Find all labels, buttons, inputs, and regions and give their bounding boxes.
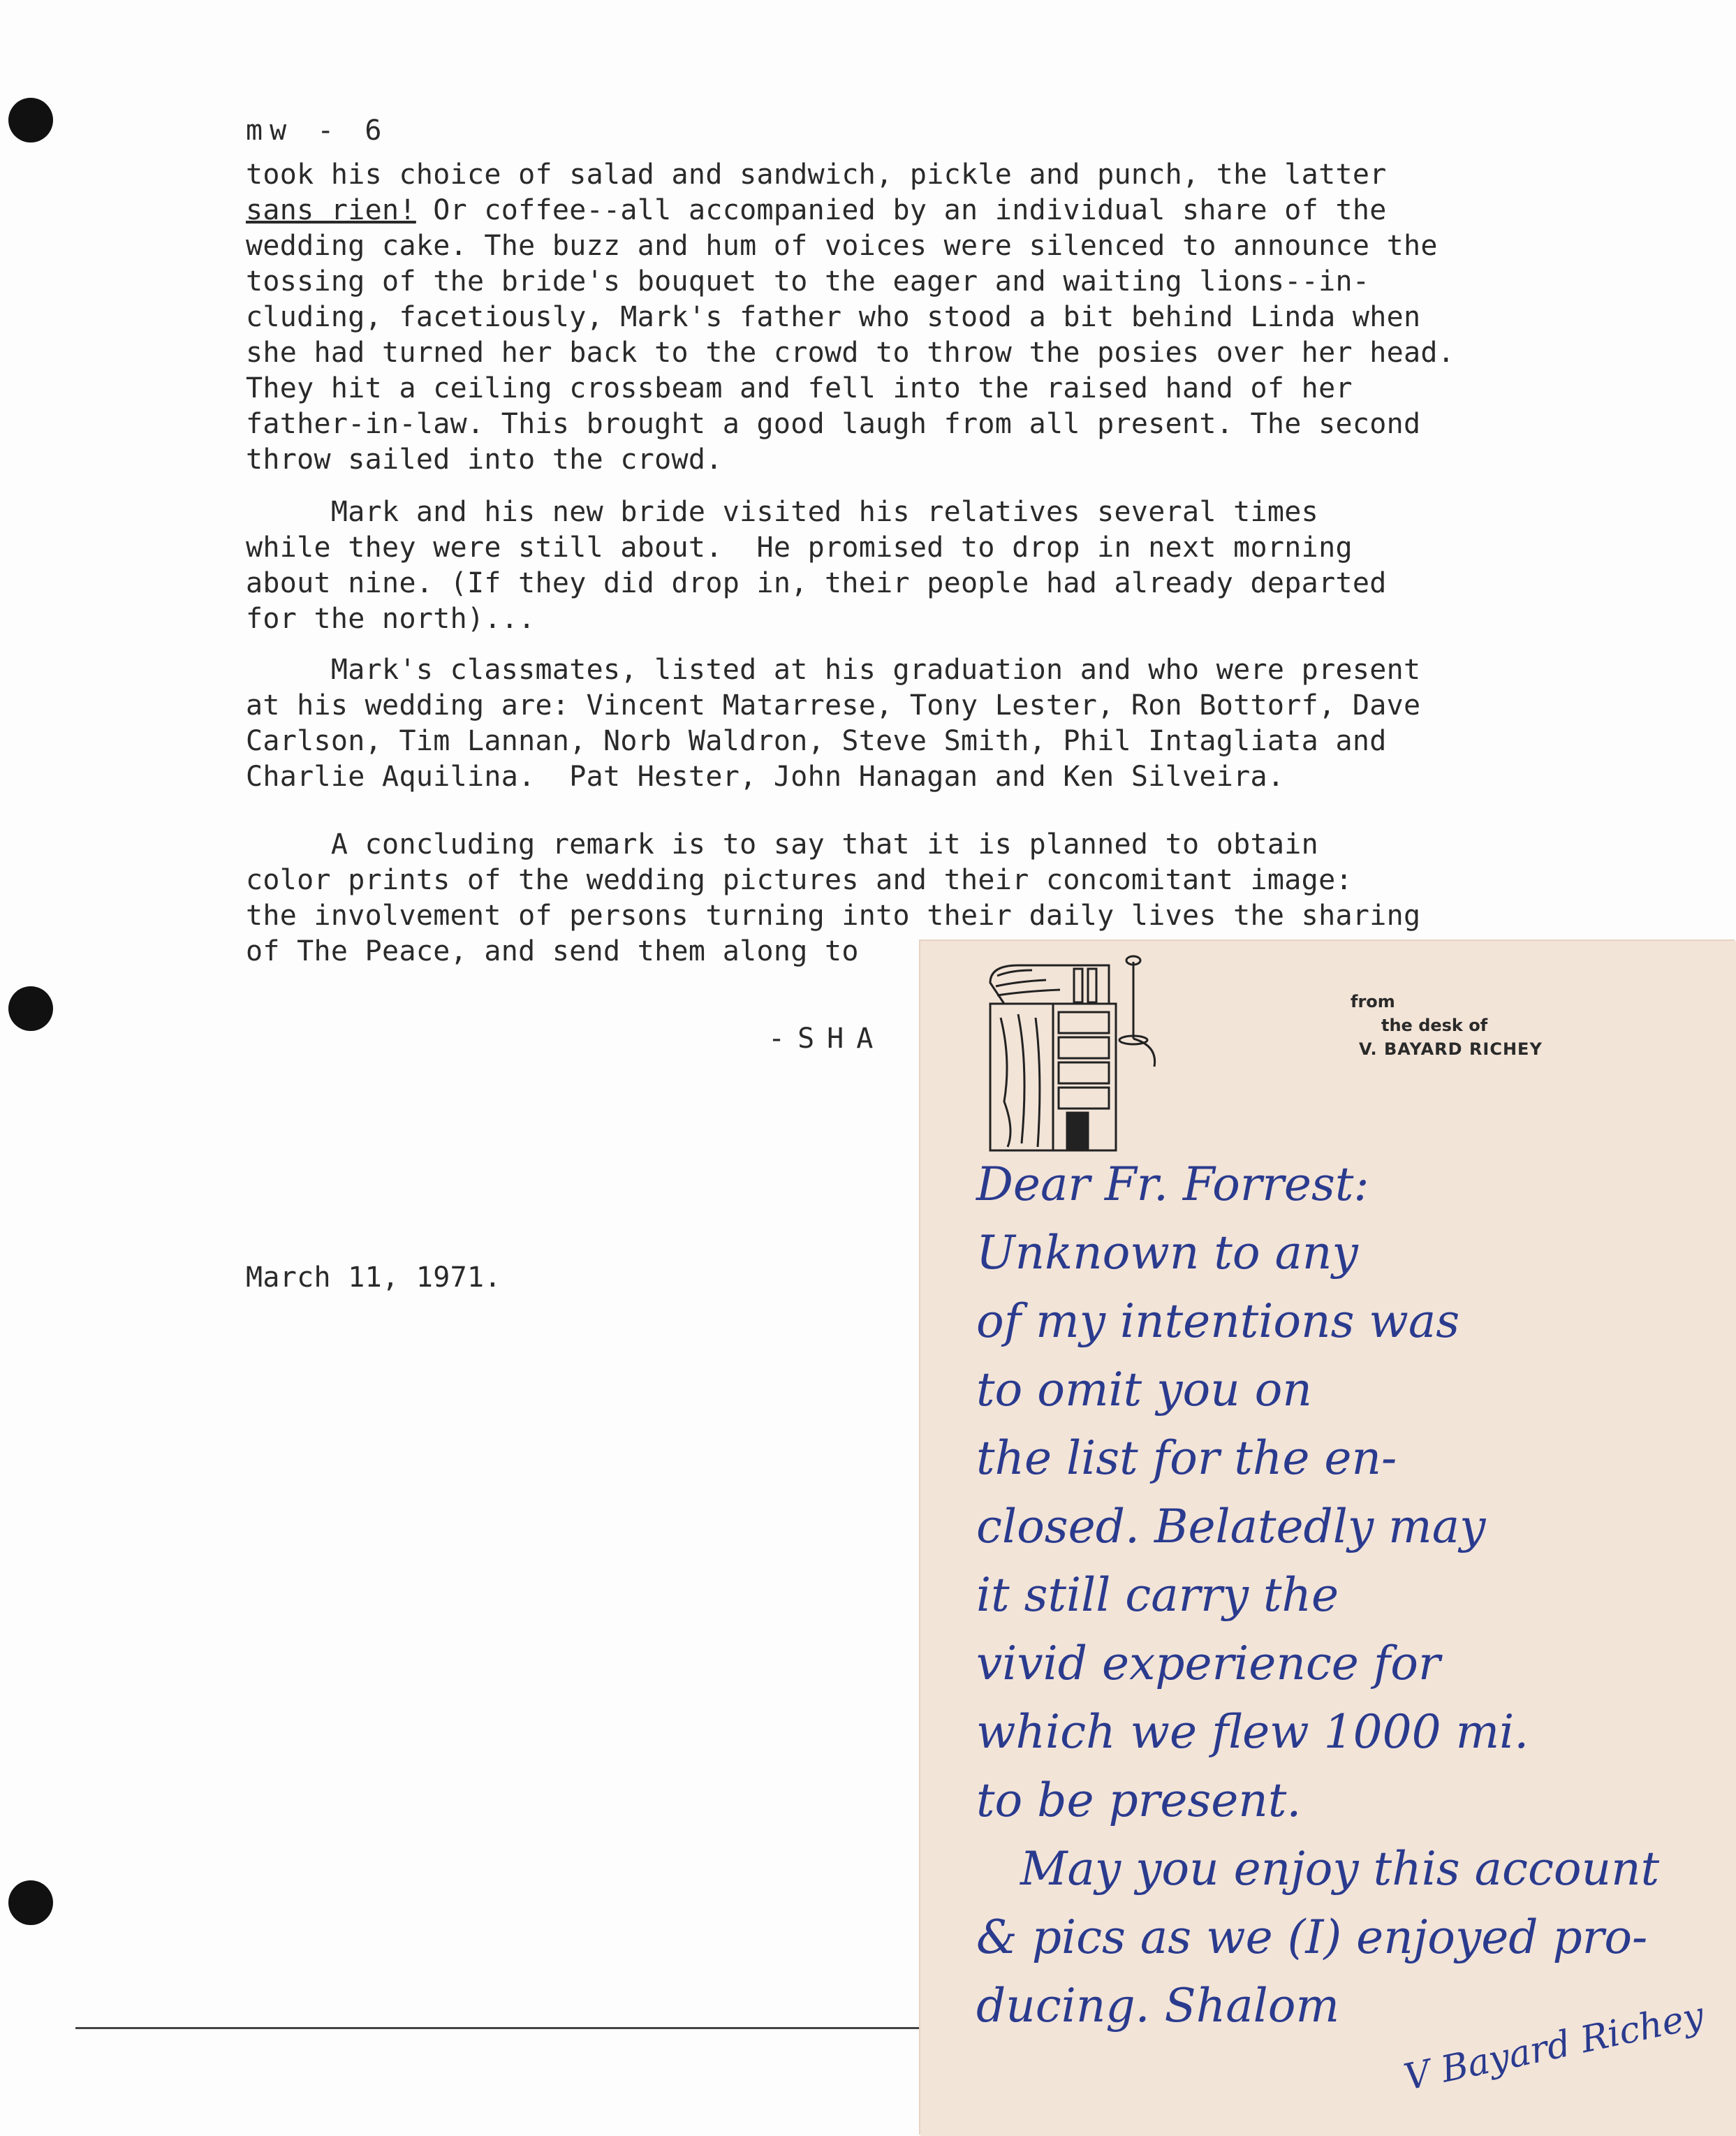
bottom-rule: [75, 2027, 934, 2029]
rolltop-desk-icon: [976, 955, 1165, 1164]
para-3-line-3: Carlson, Tim Lannan, Norb Waldron, Steve Smith, Phil Intagliata and: [246, 725, 1387, 757]
hw-line-9: which we flew 1000 mi.: [976, 1705, 1529, 1759]
letterhead-name: V. BAYARD RICHEY: [1359, 1039, 1543, 1059]
para-3-line-1: Mark's classmates, listed at his graduation and who were present: [246, 654, 1421, 686]
handwritten-signature: V Bayard Richey: [1400, 1994, 1708, 2099]
para-4-line-4: of The Peace, and send them along to: [246, 935, 859, 967]
typed-closing: -SHA: [768, 1023, 886, 1055]
page-header: mw - 6: [246, 115, 389, 147]
hw-line-7: it still carry the: [976, 1568, 1339, 1622]
para-2-line-3: about nine. (If they did drop in, their people had already departed: [246, 567, 1387, 599]
para-1-line-8: father-in-law. This brought a good laugh from all present. The second: [246, 408, 1421, 440]
para-1-line-9: throw sailed into the crowd.: [246, 444, 723, 476]
hw-line-8: vivid experience for: [976, 1637, 1441, 1690]
para-3-line-4: Charlie Aquilina. Pat Hester, John Hanagan and Ken Silveira.: [246, 761, 1285, 793]
para-1-line-7: They hit a ceiling crossbeam and fell into the raised hand of her: [246, 372, 1353, 404]
document-date: March 11, 1971.: [246, 1261, 501, 1294]
letterhead-desk: the desk of: [1381, 1016, 1488, 1035]
binder-hole-top: [8, 98, 53, 142]
para-2-line-1: Mark and his new bride visited his relatives several times: [246, 496, 1319, 528]
hw-line-13: ducing. Shalom: [976, 1979, 1340, 2033]
letterhead-from: from: [1351, 992, 1395, 1011]
hw-line-11: May you enjoy this account: [976, 1842, 1660, 1896]
para-1-line-4: tossing of the bride's bouquet to the eager and waiting lions--in-: [246, 265, 1370, 298]
para-1-line-2-rest: Or coffee--all accompanied by an individual share of the: [415, 194, 1387, 226]
hw-line-5: the list for the en-: [976, 1431, 1397, 1485]
para-1-line-6: she had turned her back to the crowd to throw the posies over her head.: [246, 337, 1455, 369]
paragraph-3: [246, 652, 1420, 795]
hw-line-6: closed. Belatedly may: [976, 1500, 1486, 1553]
paragraph-2: [246, 495, 1387, 637]
binder-hole-middle: [8, 986, 53, 1031]
paragraph-1: [246, 157, 1455, 478]
para-2-line-2: while they were still about. He promised to drop in next morning: [246, 532, 1353, 564]
para-2-line-4: for the north)...: [246, 603, 536, 635]
para-3-line-2: at his wedding are: Vincent Matarrese, Tony Lester, Ron Bottorf, Dave: [246, 689, 1421, 722]
letterhead: [1349, 990, 1543, 1061]
hw-line-2: Unknown to any: [976, 1226, 1358, 1280]
binder-hole-bottom: [8, 1880, 53, 1925]
para-4-line-1: A concluding remark is to say that it is planned to obtain: [246, 828, 1319, 861]
para-4-line-2: color prints of the wedding pictures and their concomitant image:: [246, 864, 1353, 896]
hw-line-4: to omit you on: [976, 1363, 1312, 1417]
underlined-phrase: sans rien!: [246, 194, 416, 226]
para-1-line-1: took his choice of salad and sandwich, pickle and punch, the latter: [246, 159, 1387, 191]
hw-line-12: & pics as we (I) enjoyed pro-: [976, 1910, 1648, 1964]
para-1-line-5: cluding, facetiously, Mark's father who stood a bit behind Linda when: [246, 301, 1421, 333]
hw-line-1: Dear Fr. Forrest:: [976, 1157, 1369, 1211]
para-1-line-3: wedding cake. The buzz and hum of voices were silenced to announce the: [246, 230, 1438, 262]
hw-line-3: of my intentions was: [976, 1294, 1460, 1348]
para-4-line-3: the involvement of persons turning into their daily lives the sharing: [246, 900, 1421, 932]
attached-note-card: [920, 941, 1736, 2136]
handwritten-message: [976, 1150, 1716, 2040]
hw-line-10: to be present.: [976, 1773, 1302, 1827]
